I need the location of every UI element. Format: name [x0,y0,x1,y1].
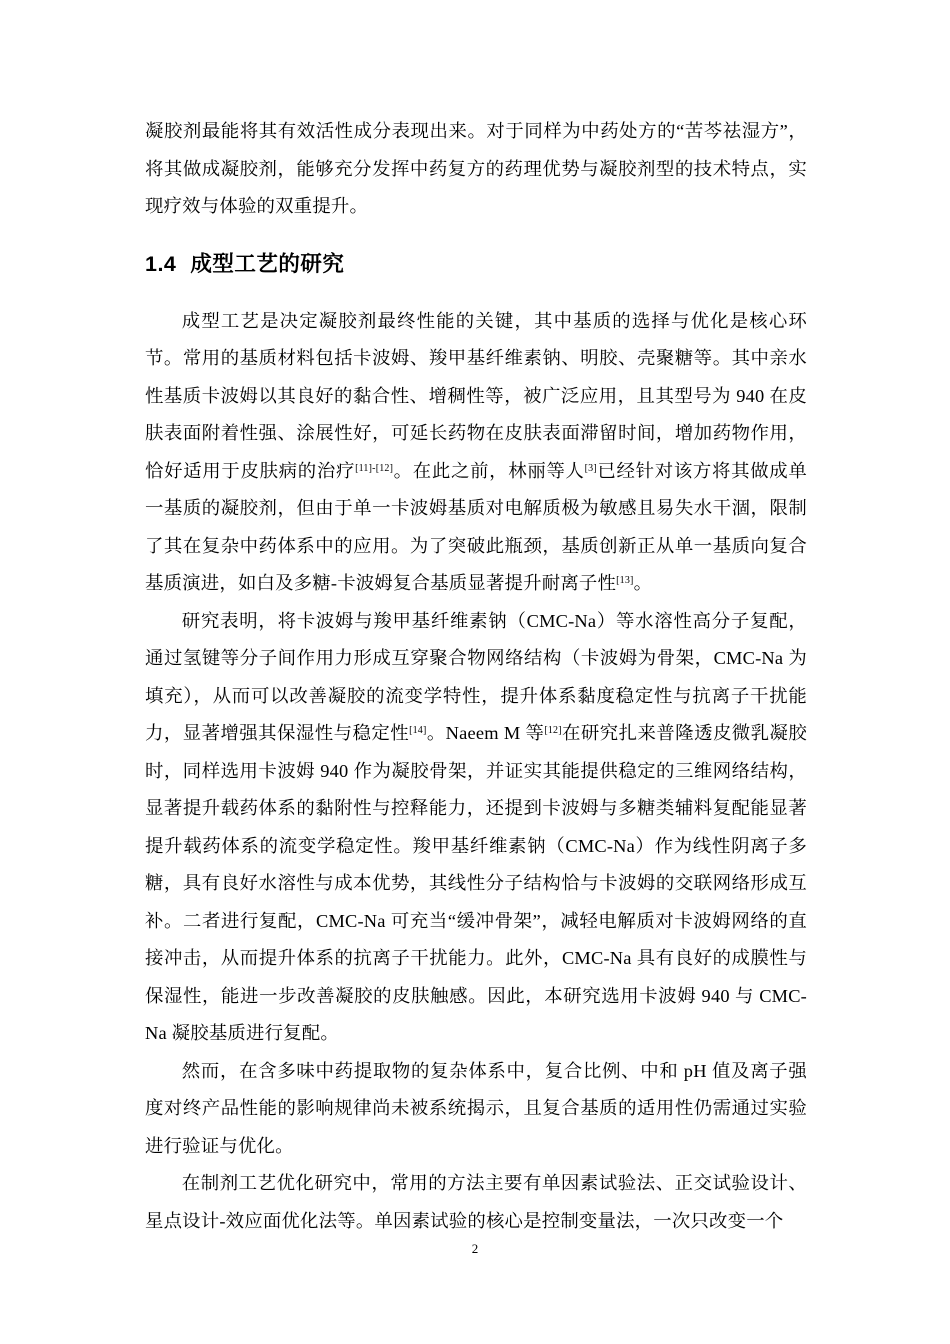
citation: [13] [616,575,634,586]
citation: [3] [584,462,597,474]
citation: [11]-[12] [355,462,394,474]
citation: [12] [544,725,562,736]
paragraph-open-questions: 然而，在含多味中药提取物的复杂体系中，复合比例、中和 pH 值及离子强度对终产品性能的影响规律尚未被系统揭示，且复合基质的适用性仍需通过实验进行验证与优化。 [145,1060,807,1156]
page-number: 2 [471,1241,479,1256]
paragraph-continued: 凝胶剂最能将其有效活性成分表现出来。对于同样为中药处方的“苦芩祛湿方”，将其做成凝胶剂，能够充分发挥中药复方的药理优势与凝胶剂型的技术特点，实现疗效与体验的双重提升。 [145,121,807,216]
text-run: 已经针对该方将其做成单一基质的凝胶剂，但由于单一卡波姆基质对电解质极为敏感且易失水干涸，限制了其在复杂中药体系中的应用。为了突破此瓶颈，基质创新正从单一基质向复合基质演进，如白及多糖-卡波姆复合基质显著提升耐离子性 [145,460,807,593]
section-heading [145,226,807,303]
text-run: 。 [633,573,653,593]
section-title: 成型工艺的研究 [190,251,345,276]
paragraph-matrix-compounding [145,603,807,1053]
paragraph-molding-process [145,303,807,603]
paragraph-optimization-methods: 在制剂工艺优化研究中，常用的方法主要有单因素试验法、正交试验设计、星点设计-效应面优化法等。单因素试验的核心是控制变量法，一次只改变一个 [145,1173,807,1231]
text-run: 在研究扎来普隆透皮微乳凝胶时，同样选用卡波姆 940 作为凝胶骨架，并证实其能提供稳定的三维网络结构，显著提升载药体系的黏附性与控释能力，还提到卡波姆与多糖类辅料复配能显著提升载药体系的流变学稳定性。羧甲基纤维素钠（CMC-Na）作为线性阴离子多糖，具有良好水溶性与成本优势，其线性分子结构恰与卡波姆的交联网络形成互补。二者进行复配，CMC-Na 可充当“缓冲骨架”，减轻电解质对卡波姆网络的直接冲击，从而提升体系的抗离子干扰能力。此外，CMC-Na 具有良好的成膜性与保湿性，能进一步改善凝胶的皮肤触感。因此，本研究选用卡波姆 940 与 CMC-Na 凝胶基质进行复配。 [145,723,807,1043]
citation: [14] [409,725,427,736]
section-number: 1.4 [145,251,177,276]
body-text [145,113,807,1240]
text-run: 。Naeem M 等 [426,723,545,743]
text-run: 。在此之前，林丽等人 [393,460,585,481]
text-run: 成型工艺是决定凝胶剂最终性能的关键，其中基质的选择与优化是核心环节。常用的基质材料包括卡波姆、羧甲基纤维素钠、明胶、壳聚糖等。其中亲水性基质卡波姆以其良好的黏合性、增稠性等，被广泛应用，且其型号为 940 在皮肤表面附着性强、涂展性好，可延长药物在皮肤表面滞留时间，增加药物作用，恰好适用于皮肤病的治疗 [145,310,807,481]
text-run: 研究表明，将卡波姆与羧甲基纤维素钠（CMC-Na）等水溶性高分子复配，通过氢键等分子间作用力形成互穿聚合物网络结构（卡波姆为骨架，CMC-Na 为填充），从而可以改善凝胶的流变学特性，提升体系黏度稳定性与抗离子干扰能力，显著增强其保湿性与稳定性 [145,610,807,743]
